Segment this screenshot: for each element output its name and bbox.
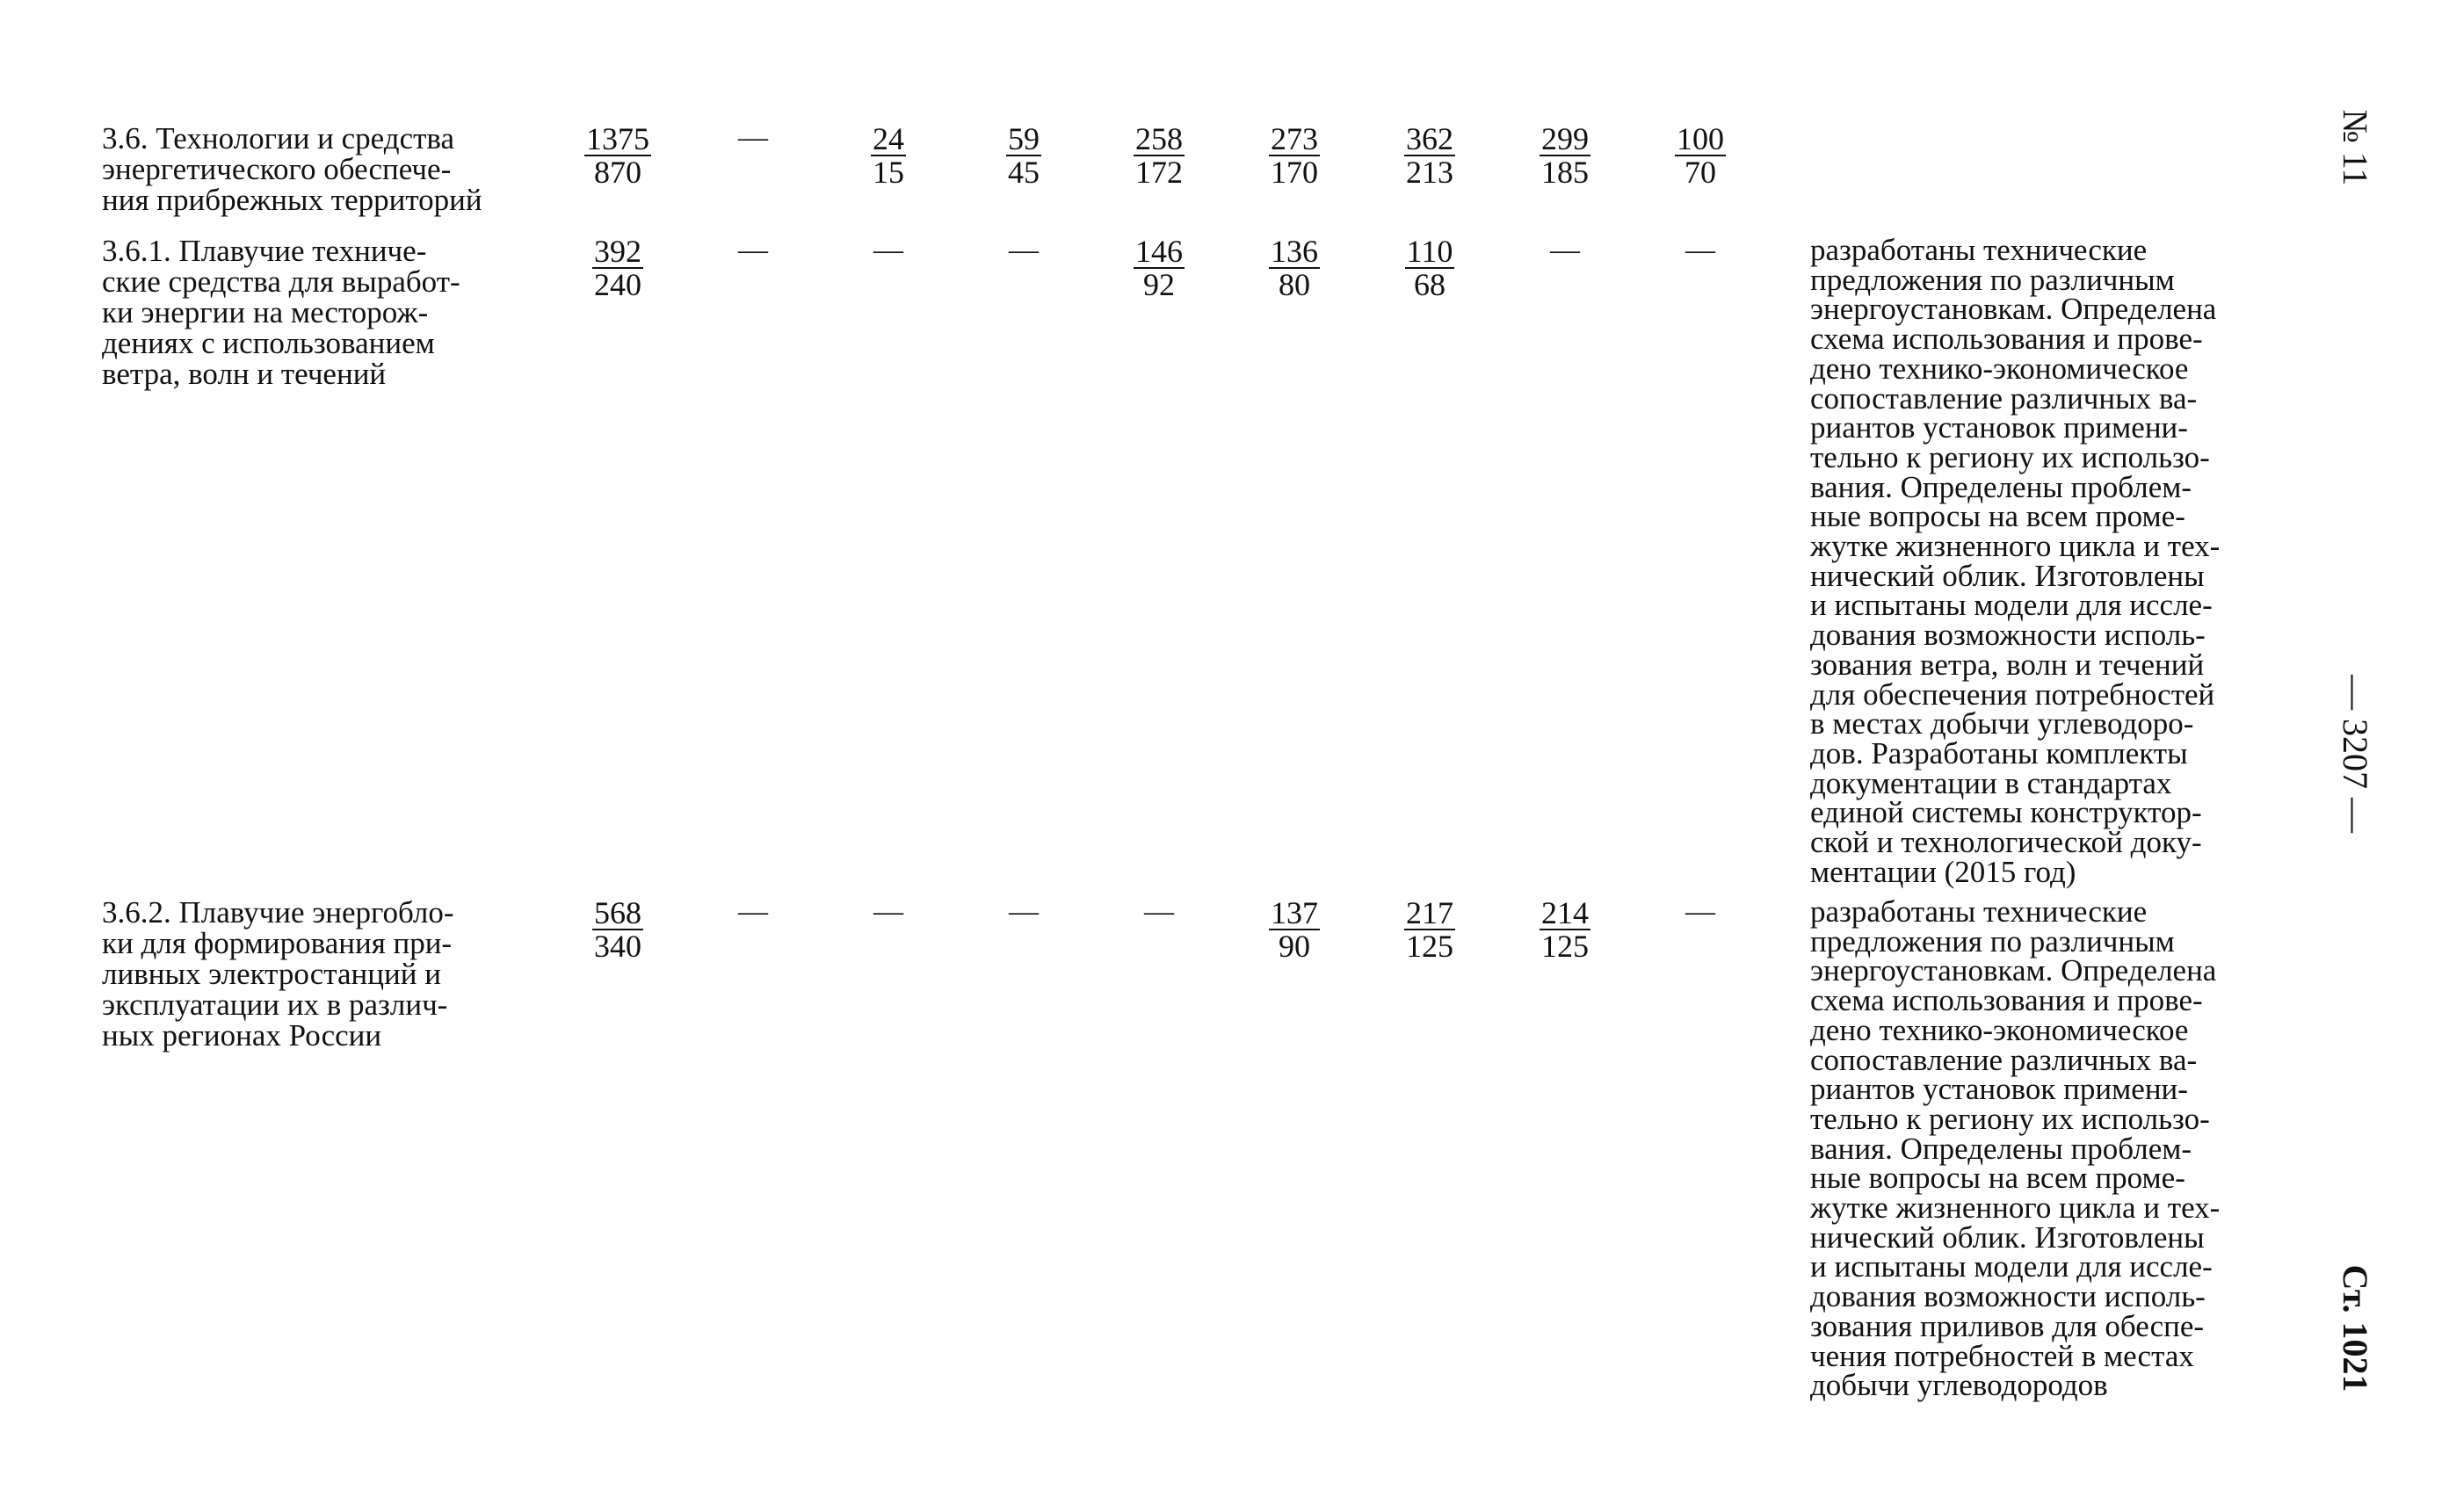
cell-year-8: — — [1685, 234, 1715, 266]
article-number: Ст. 1021 — [2336, 1264, 2375, 1393]
issue-number: № 11 — [2336, 109, 2375, 186]
page-side-header — [2293, 0, 2416, 1512]
cell-year-4: $\frac{146}{92}$ — [1135, 234, 1183, 302]
row-description: 3.6. Технологии и средства энергетического обеспече- ния прибрежных территорий — [102, 121, 482, 217]
cell-year-7: $\frac{214}{125}$ — [1541, 895, 1589, 964]
row-description: 3.6.2. Плавучие энергобло- ки для формирования при- ливных электростанций и эксплуатации их в различ- ных регионах России — [102, 895, 454, 1053]
row-description: 3.6.1. Плавучие техниче- ские средства для выработ- ки энергии на месторож- дениях с использованием ветра, волн и течений — [102, 234, 460, 391]
cell-total: $\frac{568}{340}$ — [594, 895, 641, 964]
cell-total: $\frac{392}{240}$ — [594, 234, 641, 302]
cell-year-6: $\frac{217}{125}$ — [1406, 895, 1453, 964]
row-result-text: разработаны технические предложения по различным энергоустановкам. Определена схема использования и прове- дено технико-экономическое сопоставление различных ва- риантов установок примени- тельно к региону их использо- вания. Определены проблем- ные вопросы на всем проме- жутке жизненного цикла и тех- нический облик. Изготовлены и испытаны модели для иссле- дования возможности исполь- зования ветра, волн и течений для обеспечения потребностей в местах добычи углеводоро- дов. Разработаны комплекты документации в стандартах единой системы конструктор- ской и технологической доку- ментации (2015 год) — [1810, 233, 2221, 889]
cell-year-6: $\frac{362}{213}$ — [1406, 121, 1453, 190]
cell-year-7: $\frac{299}{185}$ — [1541, 121, 1589, 190]
cell-year-4: — — [1144, 895, 1174, 928]
row-result-text: разработаны технические предложения по различным энергоустановкам. Определена схема использования и прове- дено технико-экономическое сопоставление различных ва- риантов установок примени- тельно к региону их использо- вания. Определены проблем- ные вопросы на всем проме- жутке жизненного цикла и тех- нический облик. Изготовлены и испытаны модели для иссле- дования возможности исполь- зования приливов для обеспе- чения потребностей в местах добычи углеводородов — [1810, 894, 2221, 1403]
page-number: — 3207 — — [2336, 675, 2375, 833]
cell-year-6: $\frac{110}{68}$ — [1406, 234, 1453, 302]
cell-year-5: $\frac{136}{80}$ — [1271, 234, 1318, 302]
cell-year-5: $\frac{137}{90}$ — [1271, 895, 1318, 964]
cell-year-1: — — [738, 121, 768, 154]
cell-year-4: $\frac{258}{172}$ — [1135, 121, 1183, 190]
cell-year-2: — — [873, 895, 903, 928]
cell-year-7: — — [1550, 234, 1580, 266]
cell-year-1: — — [738, 234, 768, 266]
cell-year-3: — — [1009, 234, 1039, 266]
cell-year-8: — — [1685, 895, 1715, 928]
cell-total: $\frac{1375}{870}$ — [586, 121, 649, 190]
cell-year-8: $\frac{100}{70}$ — [1677, 121, 1724, 190]
cell-year-2: — — [873, 234, 903, 266]
cell-year-2: $\frac{24}{15}$ — [873, 121, 904, 190]
cell-year-3: $\frac{59}{45}$ — [1008, 121, 1040, 190]
cell-year-5: $\frac{273}{170}$ — [1271, 121, 1318, 190]
cell-year-3: — — [1009, 895, 1039, 928]
cell-year-1: — — [738, 895, 768, 928]
